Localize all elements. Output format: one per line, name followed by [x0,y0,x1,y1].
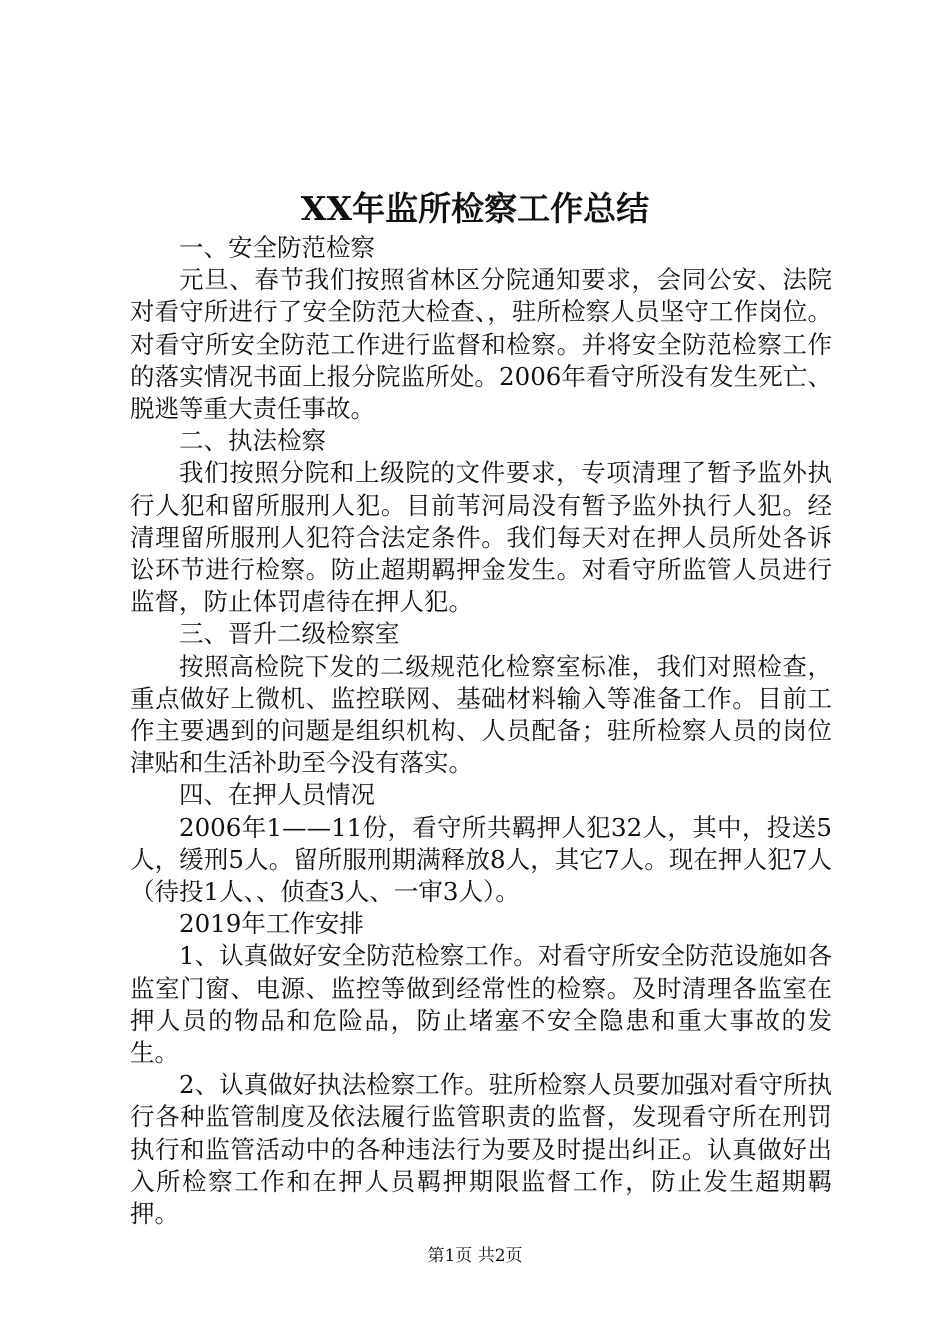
paragraph-plan-item-2: 2、认真做好执法检察工作。驻所检察人员要加强对看守所执行各种监管制度及依法履行监管职责的监督，发现看守所在刑罚执行和监管活动中的各种违法行为要及时提出纠正。认真做好出入所检察工作和在押人员羁押期限监督工作，防止发生超期羁押。 [130,1070,832,1229]
section-heading-2: 二、执法检察 [179,426,326,456]
paragraph-plan-item-1: 1、认真做好安全防范检察工作。对看守所安全防范设施如各监室门窗、电源、监控等做到经常性的检察。及时清理各监室在押人员的物品和危险品，防止堵塞不安全隐患和重大事故的发生。 [130,941,832,1068]
section-heading-1: 一、安全防范检察 [179,233,375,262]
section-heading-3: 三、晋升二级检察室 [179,619,400,649]
paragraph-level-two-office: 按照高检院下发的二级规范化检察室标准，我们对照检查，重点做好上微机、监控联网、基础材料输入等准备工作。目前工作主要遇到的问题是组织机构、人员配备；驻所检察人员的岗位津贴和生活补助至今没有落实。 [130,651,832,778]
section-heading-plan: 2019年工作安排 [179,909,364,939]
paragraph-safety-inspection: 元旦、春节我们按照省林区分院通知要求，会同公安、法院对看守所进行了安全防范大检查、，驻所检察人员坚守工作岗位。对看守所安全防范工作进行监督和检察。并将安全防范检察工作的落实情况书面上报分院监所处。2006年看守所没有发生死亡、脱逃等重大责任事故。 [130,265,832,424]
paragraph-detainee-status: 2006年1——11份，看守所共羁押人犯32人，其中，投送5人，缓刑5人。留所服刑期满释放8人，其它7人。现在押人犯7人（待投1人、、侦查3人、一审3人）。 [130,812,832,907]
section-heading-4: 四、在押人员情况 [179,780,375,810]
document-title: XX年监所检察工作总结 [300,189,650,228]
page-number-footer: 第1页 共2页 [427,1246,523,1266]
paragraph-law-enforcement: 我们按照分院和上级院的文件要求，专项清理了暂予监外执行人犯和留所服刑人犯。目前苇河局没有暂予监外执行人犯。经清理留所服刑人犯符合法定条件。我们每天对在押人员所处各诉讼环节进行检察。防止超期羁押金发生。对看守所监管人员进行监督，防止体罚虐待在押人犯。 [130,458,832,617]
document-body [130,232,832,1230]
